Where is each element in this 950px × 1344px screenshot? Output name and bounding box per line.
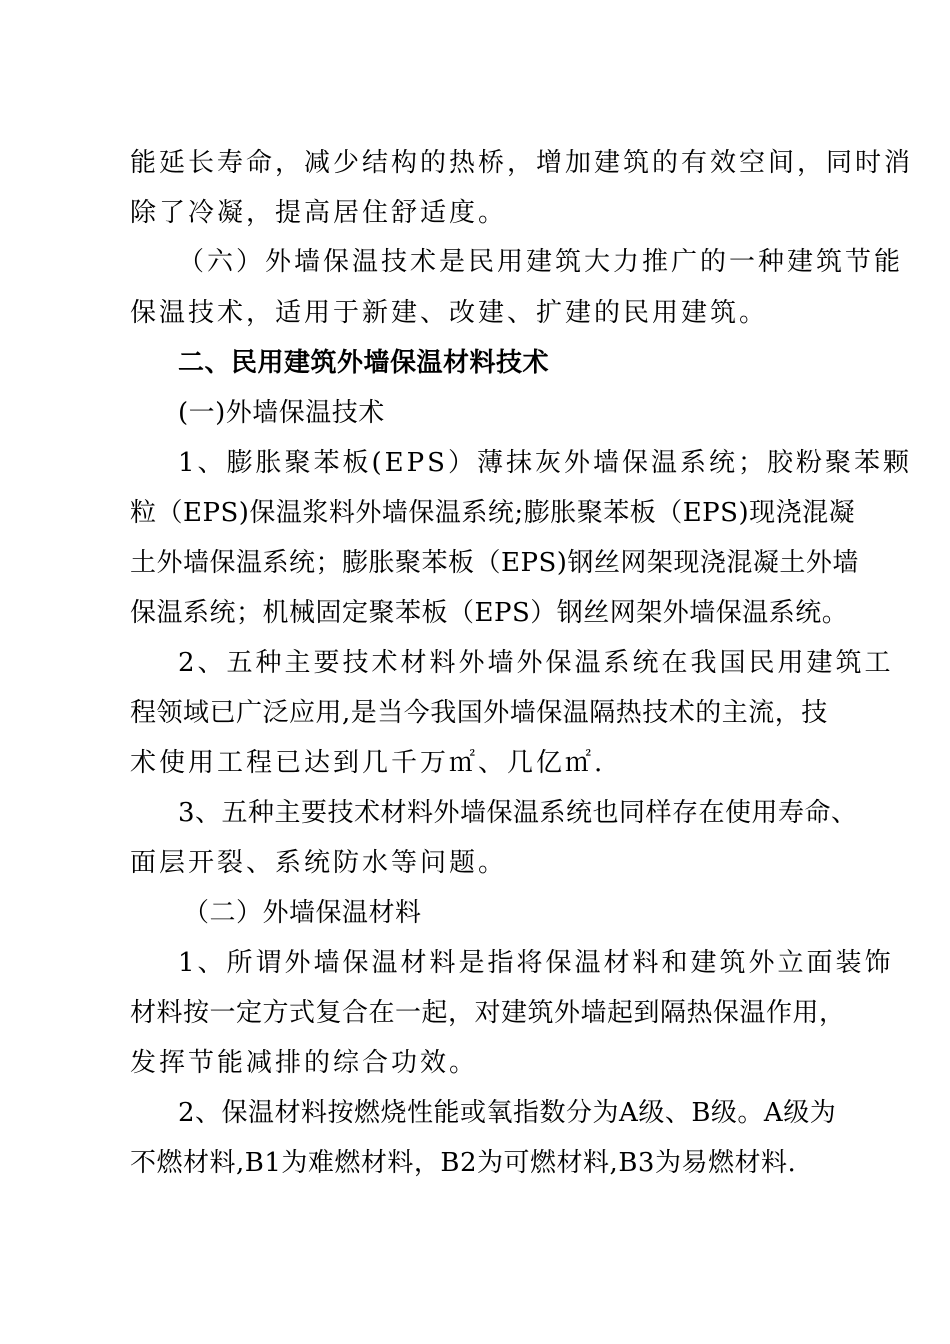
- paragraph-line: 程领域已广泛应用,是当今我国外墙保温隔热技术的主流，技: [130, 698, 828, 728]
- paragraph-line: 面层开裂、系统防水等问题。: [130, 848, 508, 878]
- paragraph-line: 3、五种主要技术材料外墙保温系统也同样存在使用寿命、: [178, 798, 858, 828]
- paragraph-line: 保温技术，适用于新建、改建、扩建的民用建筑。: [130, 298, 769, 328]
- paragraph-line: 发挥节能减排的综合功效。: [130, 1048, 479, 1078]
- paragraph-line: 粒（EPS)保温浆料外墙保温系统;膨胀聚苯板（EPS)现浇混凝: [130, 498, 856, 528]
- paragraph-line: 1、膨胀聚苯板(EPS）薄抹灰外墙保温系统；胶粉聚苯颗: [178, 448, 912, 478]
- paragraph-line: 不燃材料,B1为难燃材料，B2为可燃材料,B3为易燃材料.: [130, 1148, 797, 1178]
- paragraph-line: 除了冷凝，提高居住舒适度。: [130, 198, 508, 228]
- paragraph-line: 保温系统；机械固定聚苯板（EPS）钢丝网架外墙保温系统。: [130, 598, 849, 628]
- paragraph-line: 术使用工程已达到几千万㎡、几亿㎡.: [130, 748, 606, 778]
- paragraph-line: 2、五种主要技术材料外墙外保温系统在我国民用建筑工: [178, 648, 894, 678]
- paragraph-line: 能延长寿命，减少结构的热桥，增加建筑的有效空间，同时消: [130, 148, 914, 178]
- subsection-heading: （二）外墙保温材料: [183, 898, 422, 928]
- paragraph-line: （六）外墙保温技术是民用建筑大力推广的一种建筑节能: [178, 247, 904, 277]
- paragraph-line: 1、所谓外墙保温材料是指将保温材料和建筑外立面装饰: [178, 948, 894, 978]
- paragraph-line: 材料按一定方式复合在一起，对建筑外墙起到隔热保温作用，: [130, 998, 846, 1028]
- section-heading: 二、民用建筑外墙保温材料技术: [178, 348, 550, 378]
- subsection-heading: (一)外墙保温技术: [178, 398, 385, 428]
- paragraph-line: 2、保温材料按燃烧性能或氧指数分为A级、B级。A级为: [178, 1098, 837, 1128]
- paragraph-line: 土外墙保温系统；膨胀聚苯板（EPS)钢丝网架现浇混凝土外墙: [130, 548, 859, 578]
